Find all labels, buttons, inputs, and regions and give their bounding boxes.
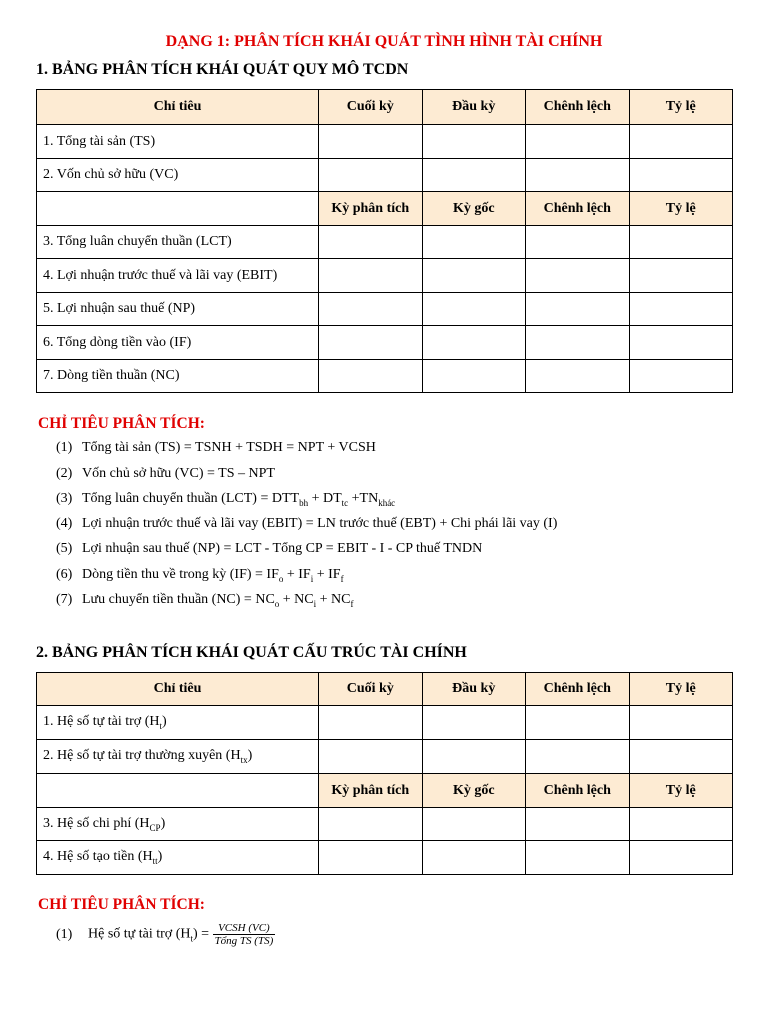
value-cell [319, 360, 423, 393]
formula-item [56, 567, 344, 584]
page-title: DẠNG 1: PHÂN TÍCH KHÁI QUÁT TÌNH HÌNH TÀI CHÍNH [165, 33, 603, 50]
row-label: 2. Vốn chủ sở hữu (VC) [37, 159, 319, 192]
item-number: (6) [56, 567, 73, 582]
table-row [37, 841, 733, 875]
value-cell [629, 226, 733, 259]
formula-item [56, 592, 353, 609]
blank-cell [37, 192, 319, 226]
formula-text: Tổng tài sản (TS) = TSNH + TSDH = NPT + VCSH [82, 440, 376, 455]
formula-text: + DT [308, 491, 342, 506]
header-cell: Kỳ gốc [422, 192, 526, 226]
table-row [37, 293, 733, 326]
fraction [213, 922, 276, 947]
formula-text: Tổng luân chuyển thuần (LCT) = DTT [82, 491, 300, 506]
value-cell [422, 293, 526, 326]
formula-text: Lợi nhuận trước thuế và lãi vay (EBIT) = LN trước thuế (EBT) + Chi phái lãi vay (I) [82, 516, 558, 531]
value-cell [629, 259, 733, 293]
table-row [37, 226, 733, 259]
value-cell [319, 706, 423, 740]
blank-cell [37, 774, 319, 808]
formula-text: + NC [316, 592, 351, 607]
value-cell [526, 159, 630, 192]
table-row [37, 740, 733, 774]
value-cell [319, 259, 423, 293]
subscript: tc [341, 497, 349, 508]
header-cell: Kỳ phân tích [319, 192, 423, 226]
value-cell [319, 125, 423, 159]
value-cell [319, 326, 423, 360]
value-cell [629, 360, 733, 393]
structure-analysis-table [36, 672, 733, 875]
formula-text: Lưu chuyển tiền thuần (NC) = NC [82, 592, 275, 607]
formula-item [56, 922, 275, 947]
analysis2-heading: CHỈ TIÊU PHÂN TÍCH: [38, 896, 205, 913]
subscript: f [350, 598, 354, 609]
header-cell: Tỷ lệ [629, 90, 733, 125]
value-cell [629, 841, 733, 875]
subscript: khác [378, 497, 396, 508]
value-cell [629, 326, 733, 360]
formula-item [56, 516, 557, 532]
value-cell [629, 159, 733, 192]
header-cell: Chỉ tiêu [37, 90, 319, 125]
table-row [37, 326, 733, 360]
header-cell: Tỷ lệ [629, 774, 733, 808]
header-cell: Chỉ tiêu [37, 673, 319, 706]
header-cell: Tỷ lệ [629, 192, 733, 226]
value-cell [526, 326, 630, 360]
header-cell: Chênh lệch [526, 192, 630, 226]
subscript: o [274, 598, 280, 609]
value-cell [319, 226, 423, 259]
row-label: 4. Hệ số tạo tiền $(H_{tt})$ [37, 841, 319, 875]
subscript: t [190, 933, 193, 944]
header-cell: Chênh lệch [526, 673, 630, 706]
row-label: 1. Tổng tài sản (TS) [37, 125, 319, 159]
value-cell [629, 293, 733, 326]
value-cell [526, 841, 630, 875]
value-cell [629, 808, 733, 841]
fraction-numerator: VCSH (VC) [213, 922, 276, 935]
fraction-denominator: Tổng TS (TS) [214, 935, 274, 947]
subscript: f [340, 573, 344, 584]
section1-heading: 1. BẢNG PHÂN TÍCH KHÁI QUÁT QUY MÔ TCDN [36, 61, 409, 78]
item-number: (1) [56, 440, 73, 455]
item-number: (1) [56, 926, 73, 942]
value-cell [422, 360, 526, 393]
value-cell [422, 706, 526, 740]
table-subheader-row [37, 774, 733, 808]
value-cell [422, 808, 526, 841]
item-number: (2) [56, 466, 73, 481]
section2-heading: 2. BẢNG PHÂN TÍCH KHÁI QUÁT CẤU TRÚC TÀI CHÍNH [36, 644, 467, 661]
header-cell: Chênh lệch [526, 90, 630, 125]
value-cell [319, 159, 423, 192]
formula-item [56, 491, 395, 508]
value-cell [526, 706, 630, 740]
value-cell [422, 226, 526, 259]
value-cell [319, 740, 423, 774]
value-cell [526, 360, 630, 393]
header-cell: Đầu kỳ [422, 673, 526, 706]
value-cell [526, 293, 630, 326]
value-cell [629, 125, 733, 159]
table-header-row [37, 673, 733, 706]
subscript: i [313, 598, 317, 609]
value-cell [319, 808, 423, 841]
header-cell: Cuối kỳ [319, 90, 423, 125]
table-row [37, 808, 733, 841]
formula-item [56, 440, 376, 456]
table-row [37, 360, 733, 393]
formula-text: +TN [348, 491, 379, 506]
row-label: 2. Hệ số tự tài trợ thường xuyên $(H_{tx})$ [37, 740, 319, 774]
formula-item [56, 541, 482, 557]
formula-text: + IF [313, 567, 341, 582]
value-cell [629, 706, 733, 740]
table-subheader-row [37, 192, 733, 226]
item-number: (7) [56, 592, 73, 607]
value-cell [319, 293, 423, 326]
subscript: o [278, 573, 284, 584]
value-cell [422, 125, 526, 159]
header-cell: Chênh lệch [526, 774, 630, 808]
formula-item [56, 466, 275, 482]
value-cell [422, 159, 526, 192]
value-cell [629, 740, 733, 774]
value-cell [526, 125, 630, 159]
header-cell: Kỳ gốc [422, 774, 526, 808]
scale-analysis-table [36, 89, 733, 393]
value-cell [526, 226, 630, 259]
subscript: i [310, 573, 314, 584]
header-cell: Đầu kỳ [422, 90, 526, 125]
value-cell [422, 740, 526, 774]
formula-text: Dòng tiền thu về trong kỳ (IF) = IF [82, 567, 279, 582]
analysis1-heading: CHỈ TIÊU PHÂN TÍCH: [38, 415, 205, 432]
header-cell: Cuối kỳ [319, 673, 423, 706]
value-cell [526, 808, 630, 841]
row-label: 3. Tổng luân chuyển thuần (LCT) [37, 226, 319, 259]
formula-text: + IF [283, 567, 311, 582]
row-label: 1. Hệ số tự tài trợ $(H_t)$ [37, 706, 319, 740]
row-label: 3. Hệ số chi phí $(H_{CP})$ [37, 808, 319, 841]
table-header-row [37, 90, 733, 125]
header-cell: Tỷ lệ [629, 673, 733, 706]
table-row [37, 159, 733, 192]
item-number: (3) [56, 491, 73, 506]
header-cell: Kỳ phân tích [319, 774, 423, 808]
table-row [37, 259, 733, 293]
table-row [37, 706, 733, 740]
table-row [37, 125, 733, 159]
row-label: 7. Dòng tiền thuần (NC) [37, 360, 319, 393]
formula-text: ) = [193, 926, 210, 942]
row-label: 4. Lợi nhuận trước thuế và lãi vay (EBIT) [37, 259, 319, 293]
subscript: bh [299, 497, 309, 508]
value-cell [422, 841, 526, 875]
formula-text: Lợi nhuận sau thuế (NP) = LCT - Tổng CP = EBIT - I - CP thuế TNDN [82, 541, 483, 556]
row-label: 6. Tổng dòng tiền vào (IF) [37, 326, 319, 360]
value-cell [526, 740, 630, 774]
row-label: 5. Lợi nhuận sau thuế (NP) [37, 293, 319, 326]
item-number: (4) [56, 516, 73, 531]
formula-text: Vốn chủ sở hữu (VC) = TS – NPT [82, 466, 275, 481]
value-cell [422, 259, 526, 293]
value-cell [526, 259, 630, 293]
value-cell [422, 326, 526, 360]
formula-text: Hệ số tự tài trợ (H [88, 926, 191, 942]
value-cell [319, 841, 423, 875]
item-number: (5) [56, 541, 73, 556]
formula-text: + NC [279, 592, 314, 607]
